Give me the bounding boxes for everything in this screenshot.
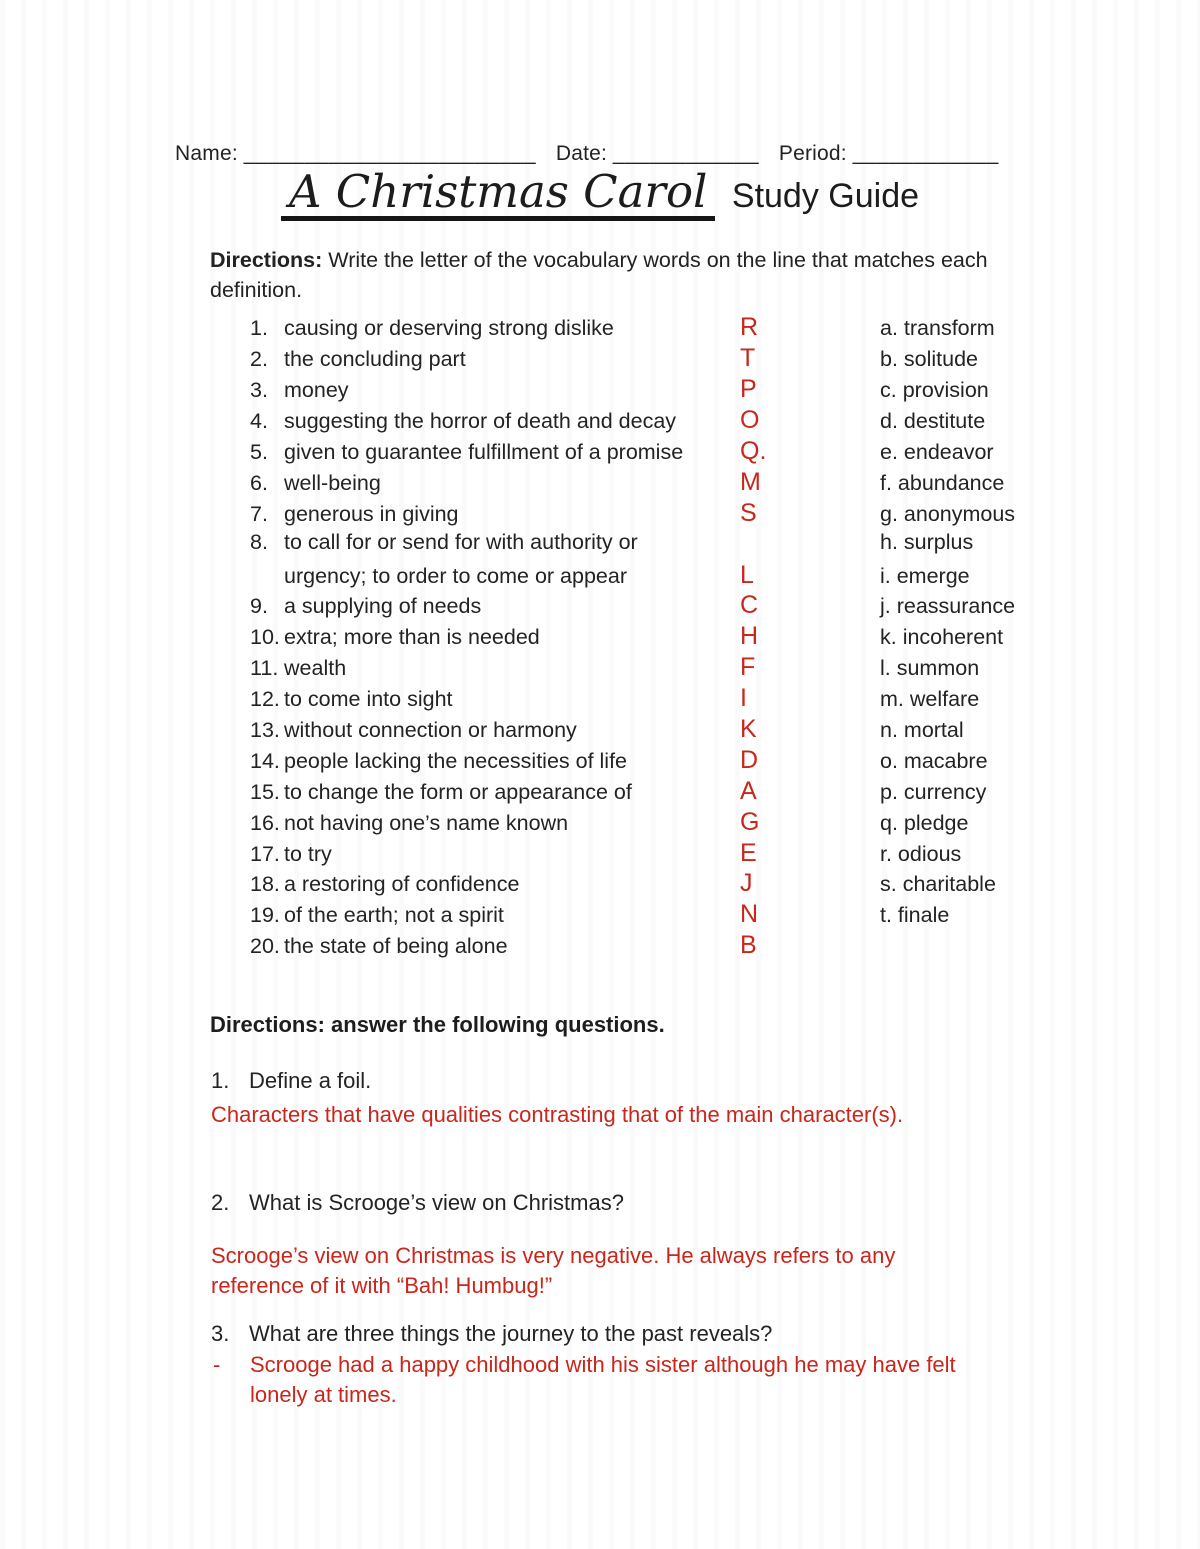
definition-number: 7.: [250, 501, 268, 526]
answer-letter: S: [740, 498, 757, 527]
definition-number: 14.: [250, 748, 280, 773]
definition-text: extra; more than is needed: [284, 625, 540, 650]
definition-text: urgency; to order to come or appear: [284, 563, 627, 588]
answer-letter: F: [740, 653, 756, 682]
answer-letter: D: [740, 745, 759, 774]
book-title-script: A Christmas Carol: [281, 168, 715, 221]
vocab-word: g. anonymous: [880, 501, 1016, 526]
answer-letter: L: [740, 560, 754, 589]
matching-row: [250, 869, 1200, 900]
matching-row: [250, 437, 1200, 468]
vocab-word: r. odious: [880, 841, 962, 866]
matching-row: [250, 808, 1200, 839]
question-3: [211, 1319, 1200, 1349]
matching-row: [250, 684, 1200, 715]
definition-text: to try: [284, 841, 332, 866]
matching-directions-text: Write the letter of the vocabulary words on the line that matches each definition.: [210, 248, 988, 303]
vocab-word: n. mortal: [880, 718, 964, 743]
answer-letter: K: [740, 715, 757, 744]
matching-row: [250, 839, 1200, 870]
question-number: 1.: [211, 1068, 230, 1094]
vocab-word: e. endeavor: [880, 440, 994, 464]
vocab-word: o. macabre: [880, 748, 988, 773]
definition-text: suggesting the horror of death and decay: [284, 409, 677, 434]
matching-row: [250, 530, 1200, 561]
name-label: Name:: [175, 142, 238, 165]
answer-letter: B: [740, 931, 757, 960]
definition-number: 18.: [250, 872, 280, 897]
definition-text: to call for or send for with authority or: [284, 529, 638, 554]
definition-number: 11.: [250, 656, 279, 681]
name-date-period-line: [175, 0, 1200, 166]
definition-number: 17.: [250, 841, 280, 866]
definition-text: given to guarantee fulfillment of a promise: [284, 440, 684, 464]
matching-row: [250, 622, 1200, 653]
answer-letter: Q.: [740, 437, 767, 465]
answer-letter: A: [740, 776, 757, 805]
answer-3: [213, 1350, 1200, 1412]
matching-row: [250, 715, 1200, 746]
definition-text: to come into sight: [284, 687, 453, 712]
answer-letter: C: [740, 591, 759, 620]
date-blank: ____________: [612, 142, 760, 165]
definition-text: well-being: [284, 470, 381, 495]
matching-row: [250, 375, 1200, 406]
vocab-word: c. provision: [880, 378, 989, 403]
question-number: 3.: [211, 1321, 230, 1347]
answer-bullet: -: [213, 1351, 221, 1377]
title-suffix: Study Guide: [731, 177, 920, 215]
answer-letter: P: [740, 375, 757, 404]
vocab-word: s. charitable: [880, 872, 996, 897]
answer-2: Scrooge’s view on Christmas is very negative. He always refers to any reference of it with “Bah! Humbug!”: [211, 1242, 896, 1299]
answer-letter: M: [740, 467, 761, 496]
period-blank: ____________: [852, 142, 999, 165]
definition-number: 9.: [250, 594, 268, 619]
vocab-word: p. currency: [880, 779, 987, 804]
vocab-word: k. incoherent: [880, 625, 1004, 650]
definition-number: 12.: [250, 687, 280, 712]
definition-number: 20.: [250, 934, 280, 959]
answer-letter: G: [740, 807, 760, 836]
question-text: What is Scrooge’s view on Christmas?: [249, 1190, 624, 1216]
answer-text: Scrooge had a happy childhood with his sister although he may have felt lonely at times.: [250, 1351, 956, 1408]
date-label: Date:: [555, 142, 608, 165]
question-text: Define a foil.: [249, 1068, 372, 1094]
definition-text: the state of being alone: [284, 934, 508, 959]
matching-row: [250, 591, 1200, 622]
definition-number: 8.: [250, 529, 268, 554]
vocab-word: b. solitude: [880, 347, 979, 372]
definition-text: wealth: [284, 656, 347, 681]
definition-number: 5.: [250, 440, 268, 464]
definition-text: not having one’s name known: [284, 810, 569, 835]
name-blank: ________________________: [243, 142, 537, 165]
matching-table: [250, 313, 1200, 962]
matching-row: [250, 746, 1200, 777]
matching-row: [250, 561, 1200, 592]
matching-row: [250, 344, 1200, 375]
answer-letter: T: [740, 344, 756, 373]
answer-letter: O: [740, 406, 760, 435]
matching-row: [250, 499, 1200, 530]
definition-text: a supplying of needs: [284, 594, 482, 619]
definition-number: 13.: [250, 718, 280, 743]
definition-number: 15.: [250, 779, 280, 804]
definition-number: 10.: [250, 625, 280, 650]
answer-letter: R: [740, 313, 759, 342]
vocab-word: t. finale: [880, 903, 950, 928]
definition-number: 4.: [250, 409, 268, 434]
definition-text: generous in giving: [284, 501, 459, 526]
vocab-word: j. reassurance: [880, 594, 1016, 619]
matching-row: [250, 653, 1200, 684]
matching-row: [250, 406, 1200, 437]
definition-number: 19.: [250, 903, 280, 928]
matching-directions-label: Directions:: [210, 248, 323, 273]
vocab-word: l. summon: [880, 656, 980, 681]
matching-row: [250, 777, 1200, 808]
matching-row: [250, 468, 1200, 499]
definition-text: money: [284, 378, 349, 403]
definition-text: to change the form or appearance of: [284, 779, 632, 804]
answer-letter: I: [740, 684, 747, 713]
vocab-word: q. pledge: [880, 810, 969, 835]
question-text: What are three things the journey to the past reveals?: [249, 1321, 773, 1347]
vocab-word: a. transform: [880, 316, 995, 341]
definition-text: of the earth; not a spirit: [284, 903, 504, 928]
questions-directions: Directions: answer the following questions.: [210, 1012, 665, 1038]
matching-directions: [210, 245, 1015, 305]
vocab-word: m. welfare: [880, 687, 980, 712]
definition-text: people lacking the necessities of life: [284, 748, 628, 773]
answer-letter: H: [740, 622, 759, 651]
question-2: [211, 1188, 1200, 1218]
answer-letter: E: [740, 838, 757, 867]
definition-text: the concluding part: [284, 347, 466, 372]
question-1: [211, 1066, 1200, 1096]
question-number: 2.: [211, 1190, 230, 1216]
vocab-word: d. destitute: [880, 409, 986, 434]
matching-row: [250, 900, 1200, 931]
answer-1: Characters that have qualities contrasting that of the main character(s).: [211, 1101, 904, 1127]
answer-letter: J: [740, 869, 753, 898]
definition-text: without connection or harmony: [284, 718, 577, 743]
answer-letter: N: [740, 900, 759, 929]
matching-row: [250, 313, 1200, 344]
definition-number: 3.: [250, 378, 268, 403]
matching-row: [250, 931, 1200, 962]
definition-text: causing or deserving strong dislike: [284, 316, 614, 341]
definition-text: a restoring of confidence: [284, 872, 520, 897]
definition-number: 1.: [250, 316, 268, 341]
period-label: Period:: [778, 142, 847, 165]
definition-number: 6.: [250, 470, 268, 495]
definition-number: 2.: [250, 347, 268, 372]
vocab-word: f. abundance: [880, 470, 1005, 495]
vocab-word: h. surplus: [880, 529, 974, 554]
definition-number: 16.: [250, 810, 280, 835]
page-title: [0, 165, 1200, 221]
vocab-word: i. emerge: [880, 563, 970, 588]
